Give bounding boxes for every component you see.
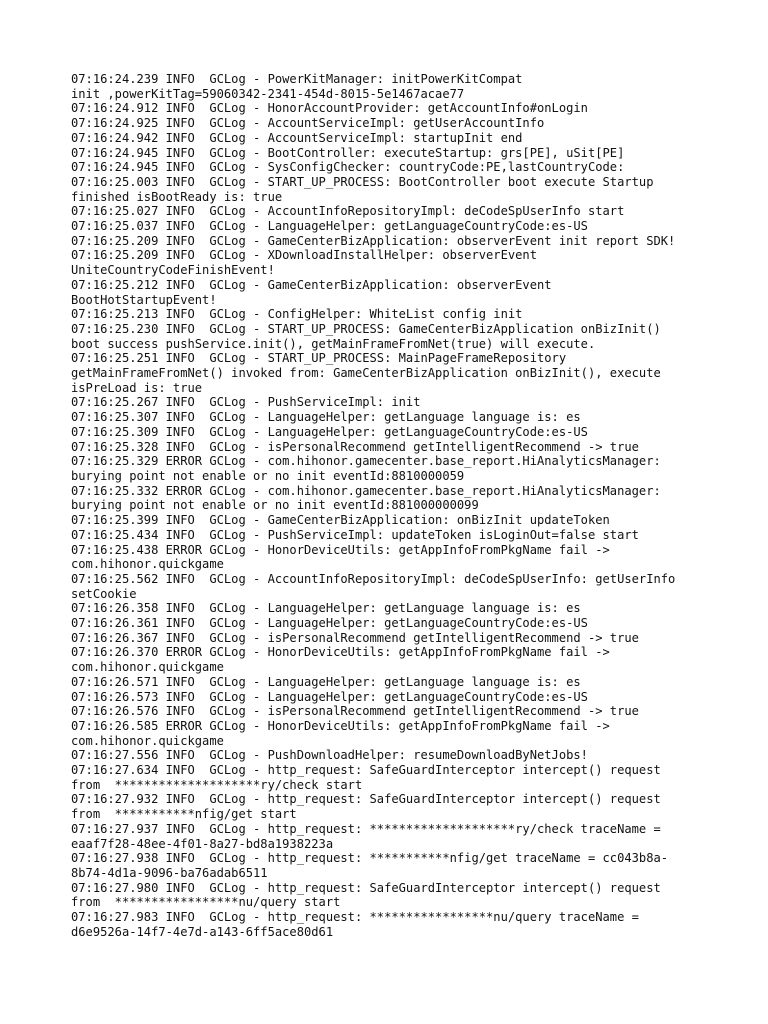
log-line: 07:16:24.912 INFO GCLog - HonorAccountProvider: getAccountInfo#onLogin [71,101,588,116]
log-line: 07:16:26.358 INFO GCLog - LanguageHelper: getLanguage language is: es [71,601,581,616]
log-line: 07:16:26.367 INFO GCLog - isPersonalRecommend getIntelligentRecommend -> true [71,630,639,645]
log-line: UniteCountryCodeFinishEvent! [71,263,275,278]
log-line: 07:16:27.938 INFO GCLog - http_request: ***********nfig/get traceName = cc043b8a- [71,851,669,866]
log-line: setCookie [71,586,137,601]
log-line: 07:16:25.562 INFO GCLog - AccountInfoRepositoryImpl: deCodeSpUserInfo: getUserInfo [71,571,676,586]
log-line: 8b74-4d1a-9096-ba76adab6511 [71,865,268,880]
log-line: burying point not enable or no init eventId:8810000059 [71,468,465,483]
log-line: 07:16:25.037 INFO GCLog - LanguageHelper: getLanguageCountryCode:es-US [71,219,588,234]
log-line: 07:16:25.329 ERROR GCLog - com.hihonor.gamecenter.base_report.HiAnalyticsManager: [71,454,661,469]
log-line: from ***********nfig/get start [71,807,297,822]
log-line: BootHotStartupEvent! [71,292,217,307]
log-line: 07:16:25.399 INFO GCLog - GameCenterBizApplication: onBizInit updateToken [71,513,610,528]
log-line: d6e9526a-14f7-4e7d-a143-6ff5ace80d61 [71,924,334,939]
log-line: 07:16:26.361 INFO GCLog - LanguageHelper: getLanguageCountryCode:es-US [71,616,588,631]
log-line: 07:16:25.209 INFO GCLog - GameCenterBizApplication: observerEvent init report SDK! [71,233,676,248]
log-line: 07:16:27.556 INFO GCLog - PushDownloadHelper: resumeDownloadByNetJobs! [71,748,588,763]
log-line: eaaf7f28-48ee-4f01-8a27-bd8a1938223a [71,836,334,851]
log-line: com.hihonor.quickgame [71,557,224,572]
log-line: 07:16:25.213 INFO GCLog - ConfigHelper: WhiteList config init [71,307,523,322]
log-line: com.hihonor.quickgame [71,733,224,748]
log-line: 07:16:25.328 INFO GCLog - isPersonalRecommend getIntelligentRecommend -> true [71,439,639,454]
log-line: 07:16:25.027 INFO GCLog - AccountInfoRepositoryImpl: deCodeSpUserInfo start [71,204,625,219]
log-line: 07:16:26.585 ERROR GCLog - HonorDeviceUtils: getAppInfoFromPkgName fail -> [71,718,610,733]
log-line: 07:16:24.945 INFO GCLog - BootController: executeStartup: grs[PE], uSit[PE] [71,145,625,160]
log-line: 07:16:25.307 INFO GCLog - LanguageHelper: getLanguage language is: es [71,410,581,425]
log-line: 07:16:25.003 INFO GCLog - START_UP_PROCESS: BootController boot execute Startup [71,174,654,189]
log-line: 07:16:24.942 INFO GCLog - AccountServiceImpl: startupInit end [71,130,523,145]
log-line: 07:16:25.332 ERROR GCLog - com.hihonor.gamecenter.base_report.HiAnalyticsManager: [71,483,661,498]
log-line: 07:16:25.212 INFO GCLog - GameCenterBizApplication: observerEvent [71,277,552,292]
log-line: 07:16:27.937 INFO GCLog - http_request: ********************ry/check traceName = [71,821,661,836]
log-line: 07:16:25.438 ERROR GCLog - HonorDeviceUtils: getAppInfoFromPkgName fail -> [71,542,610,557]
log-line: 07:16:25.434 INFO GCLog - PushServiceImpl: updateToken isLoginOut=false start [71,527,639,542]
log-line: 07:16:27.932 INFO GCLog - http_request: SafeGuardInterceptor intercept() request [71,792,661,807]
log-line: from *****************nu/query start [71,895,341,910]
log-line: 07:16:24.925 INFO GCLog - AccountServiceImpl: getUserAccountInfo [71,116,545,131]
log-line: com.hihonor.quickgame [71,660,224,675]
log-line: 07:16:25.267 INFO GCLog - PushServiceImpl: init [71,395,421,410]
log-line: 07:16:25.230 INFO GCLog - START_UP_PROCESS: GameCenterBizApplication onBizInit() [71,321,661,336]
log-line: 07:16:27.634 INFO GCLog - http_request: SafeGuardInterceptor intercept() request [71,763,661,778]
log-line: 07:16:25.209 INFO GCLog - XDownloadInstallHelper: observerEvent [71,248,537,263]
log-line: finished isBootReady is: true [71,189,283,204]
log-line: 07:16:25.251 INFO GCLog - START_UP_PROCESS: MainPageFrameRepository [71,351,567,366]
log-line: burying point not enable or no init eventId:881000000099 [71,498,479,513]
log-line: 07:16:27.983 INFO GCLog - http_request: *****************nu/query traceName = [71,910,639,925]
log-line: 07:16:27.980 INFO GCLog - http_request: SafeGuardInterceptor intercept() request [71,880,661,895]
log-line: init ,powerKitTag=59060342-2341-454d-8015-5e1467acae77 [71,86,465,101]
log-line: getMainFrameFromNet() invoked from: GameCenterBizApplication onBizInit(), execute [71,366,661,381]
log-line: 07:16:26.576 INFO GCLog - isPersonalRecommend getIntelligentRecommend -> true [71,704,639,719]
log-line: 07:16:26.571 INFO GCLog - LanguageHelper: getLanguage language is: es [71,674,581,689]
log-text-block [71,72,711,939]
log-line: 07:16:26.573 INFO GCLog - LanguageHelper: getLanguageCountryCode:es-US [71,689,588,704]
log-line: 07:16:24.945 INFO GCLog - SysConfigChecker: countryCode:PE,lastCountryCode: [71,160,625,175]
log-line: from ********************ry/check start [71,777,363,792]
log-line: 07:16:24.239 INFO GCLog - PowerKitManager: initPowerKitCompat [71,72,523,86]
log-line: 07:16:25.309 INFO GCLog - LanguageHelper: getLanguageCountryCode:es-US [71,424,588,439]
log-line: isPreLoad is: true [71,380,203,395]
log-line: boot success pushService.init(), getMainFrameFromNet(true) will execute. [71,336,596,351]
log-line: 07:16:26.370 ERROR GCLog - HonorDeviceUtils: getAppInfoFromPkgName fail -> [71,645,610,660]
